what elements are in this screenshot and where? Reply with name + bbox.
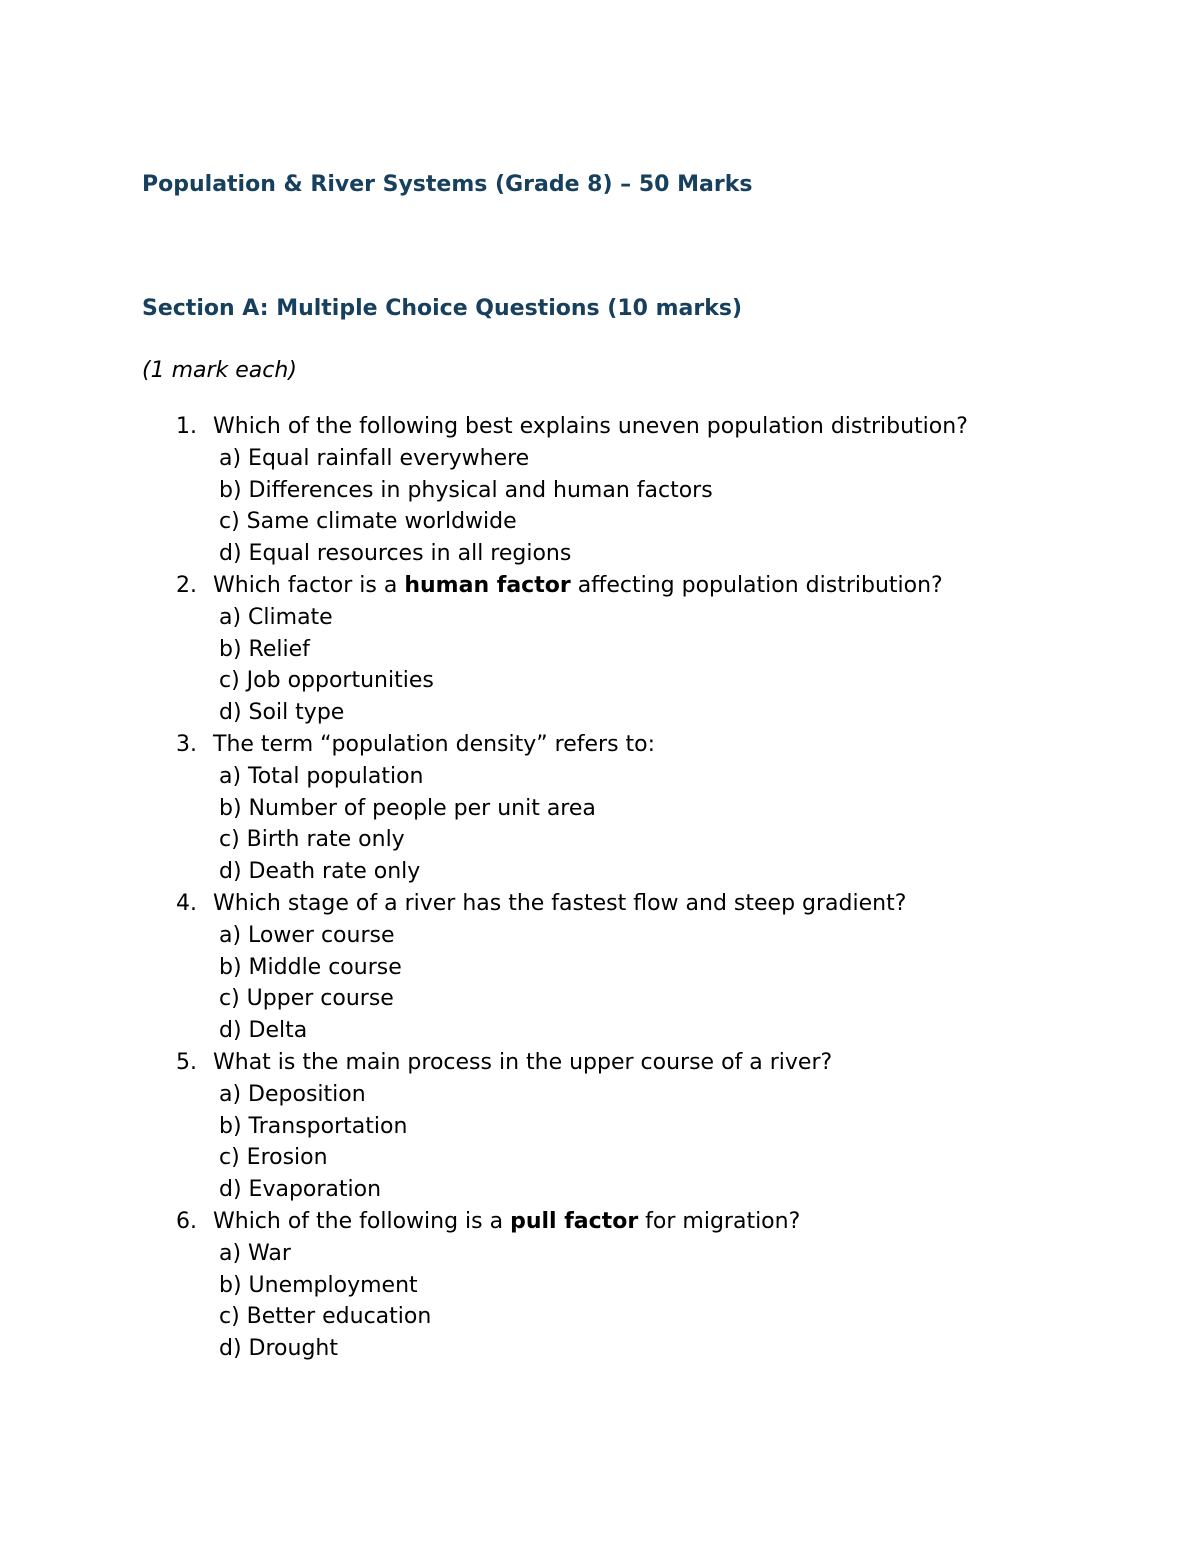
option: d) Death rate only (219, 859, 421, 885)
marks-note: (1 mark each) (142, 358, 297, 383)
option: d) Drought (219, 1336, 338, 1362)
option: a) War (219, 1240, 291, 1266)
question-bold-term: pull factor (510, 1208, 639, 1234)
option-list (0, 1079, 1200, 1206)
option: d) Soil type (219, 700, 345, 726)
question-line (0, 1206, 1200, 1238)
question-number: 1. (176, 414, 197, 439)
section-a-heading: Section A: Multiple Choice Questions (10 marks) (142, 296, 742, 321)
option-list (0, 443, 1200, 570)
option: c) Job opportunities (219, 668, 434, 694)
question-number: 3. (176, 731, 197, 757)
option: b) Unemployment (219, 1272, 418, 1298)
option: d) Evaporation (219, 1177, 382, 1203)
option: a) Total population (219, 763, 424, 789)
option-list (0, 761, 1200, 888)
question-number: 6. (176, 1208, 197, 1234)
question-text-part: for migration? (638, 1208, 801, 1234)
question-text-part: affecting population distribution? (570, 572, 943, 598)
option: c) Erosion (219, 1145, 328, 1171)
question-text-part: What is the main process in the upper course of a river? (213, 1049, 833, 1075)
question-text-part: The term “population density” refers to: (213, 731, 656, 757)
question-4 (0, 888, 1200, 1047)
question-text (213, 729, 655, 761)
question-text (213, 888, 906, 920)
page-title: Population & River Systems (Grade 8) – 50 Marks (142, 172, 753, 197)
question-line (0, 729, 1200, 761)
question-text-part: Which of the following best explains uneven population distribution? (213, 414, 968, 439)
question-2 (0, 570, 1200, 729)
option: a) Deposition (219, 1081, 366, 1107)
option: c) Upper course (219, 986, 394, 1012)
option: b) Transportation (219, 1113, 408, 1139)
question-text (213, 570, 943, 602)
question-bold-term: human factor (404, 572, 571, 598)
option: c) Better education (219, 1304, 432, 1330)
question-text-part: Which of the following is a (213, 1208, 511, 1234)
question-text-part: Which factor is a (213, 572, 405, 598)
option: a) Climate (219, 604, 333, 630)
option: b) Relief (219, 636, 310, 662)
option: a) Equal rainfall everywhere (219, 445, 530, 471)
question-line (0, 1047, 1200, 1079)
question-6 (0, 1206, 1200, 1365)
question-text (213, 1047, 832, 1079)
option-list (0, 602, 1200, 729)
question-3 (0, 729, 1200, 888)
question-1 (0, 411, 1200, 570)
option-list (0, 1238, 1200, 1365)
question-line (0, 411, 1200, 443)
question-text-part: Which stage of a river has the fastest flow and steep gradient? (213, 890, 907, 916)
question-line (0, 570, 1200, 602)
question-number: 4. (176, 890, 197, 916)
option: c) Same climate worldwide (219, 509, 517, 535)
option: d) Equal resources in all regions (219, 541, 572, 567)
question-text (213, 411, 968, 443)
option: b) Middle course (219, 954, 402, 980)
option: b) Differences in physical and human factors (219, 477, 713, 503)
question-text (213, 1206, 800, 1238)
option-list (0, 920, 1200, 1047)
option: c) Birth rate only (219, 827, 405, 853)
question-5 (0, 1047, 1200, 1206)
question-list (0, 411, 1200, 1365)
option: d) Delta (219, 1018, 308, 1044)
question-number: 2. (176, 572, 197, 598)
option: a) Lower course (219, 922, 395, 948)
question-line (0, 888, 1200, 920)
question-number: 5. (176, 1049, 197, 1075)
option: b) Number of people per unit area (219, 795, 596, 821)
